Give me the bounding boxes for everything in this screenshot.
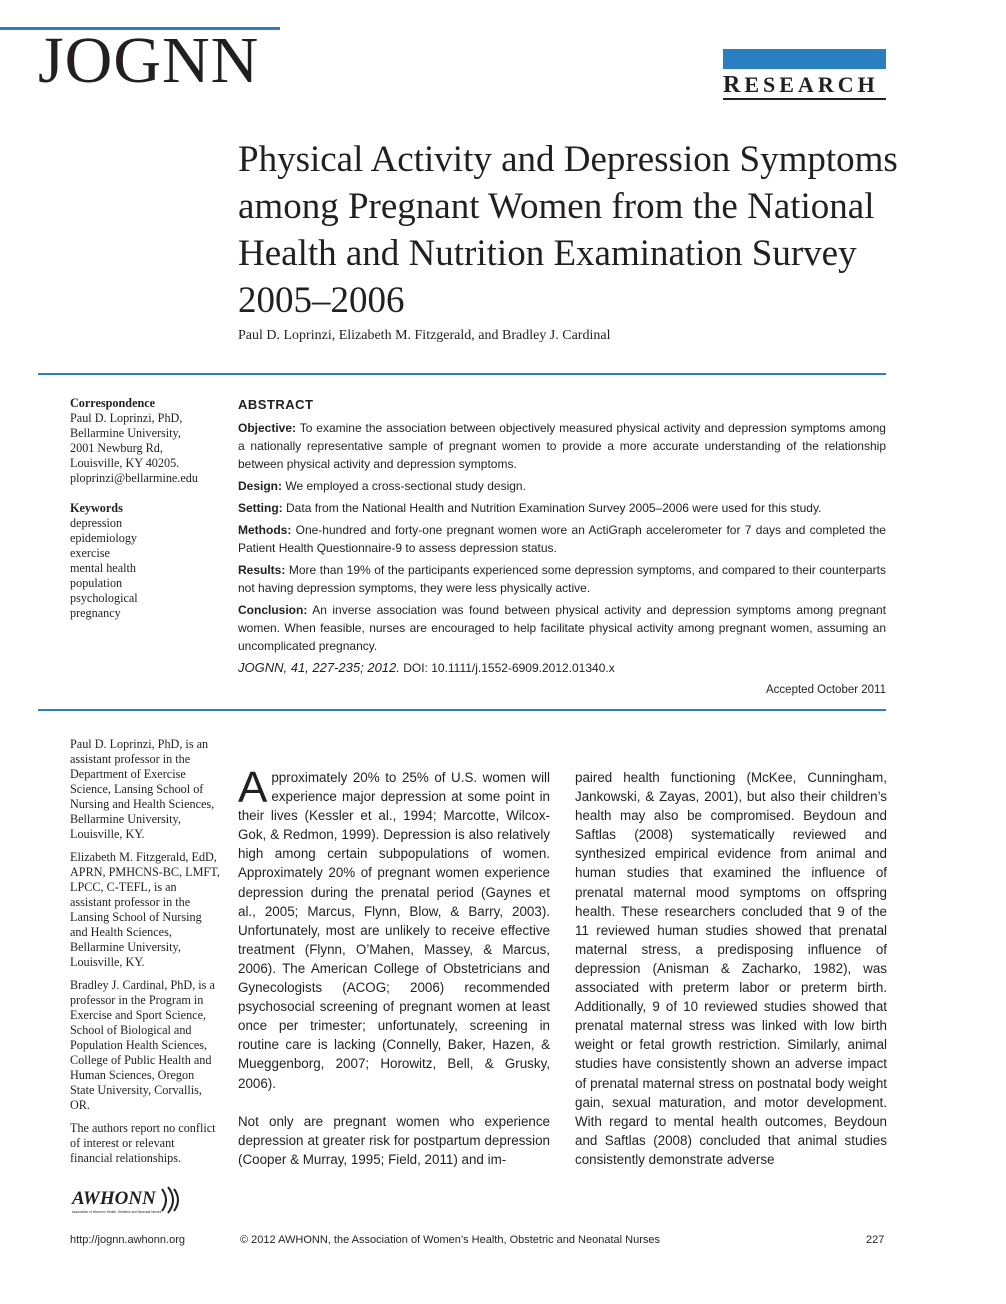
body-paragraph: paired health functioning (McKee, Cunningham, Jankowski, & Zayas, 2001), but also their children’s health may also be compromised. Beydoun and Saftlas (2008) systematically reviewed and synthesized empirical evidence from animal and human studies that examined the influence of prenatal maternal mood symptoms on offspring health. These researchers concluded that 9 of the 11 reviewed human studies showed that prenatal maternal stress, a predisposing influence of depression (Anisman & Zacharko, 1982), was associated with preterm labor or preterm birth. Additionally, 9 of 10 reviewed studies showed that prenatal maternal stress was linked with low birth weight or fetal growth restriction. Similarly, animal studies have consistently shown an adverse impact of prenatal maternal stress on postnatal body weight gain, sexual maturation, and motor development. With regard to mental health outcomes, Beydoun and Saftlas (2008) concluded that animal studies consistently demonstrate adverse [575, 770, 887, 1167]
correspondence-heading: Correspondence [70, 396, 156, 410]
logo-tagline: Association of Women's Health, Obstetric and Neonatal Nurses [72, 1210, 162, 1214]
abstract-conclusion [238, 601, 886, 655]
body-column-1 [238, 763, 550, 1188]
keyword: epidemiology [70, 531, 138, 545]
citation-doi: DOI: 10.1111/j.1552-6909.2012.01340.x [403, 661, 615, 675]
logo-wordmark: AWHONN [72, 1188, 156, 1209]
keyword: pregnancy [70, 606, 121, 620]
body-column-2 [575, 768, 887, 1188]
abstract-methods [238, 521, 886, 557]
journal-name: JOGNN [38, 24, 260, 97]
awhonn-logo [70, 1186, 182, 1218]
bio-loprinzi: Paul D. Loprinzi, PhD, is an assistant professor in the Department of Exercise Science, Lansing School of Nursing and Health Sciences, Bellarmine University, Louisville, KY. [70, 737, 215, 841]
citation [238, 659, 886, 677]
footer-copyright: © 2012 AWHONN, the Association of Women’s Health, Obstetric and Neonatal Nurses [240, 1234, 660, 1246]
keyword: depression [70, 516, 123, 530]
correspondence-line: 2001 Newburg Rd, [70, 441, 163, 455]
bio-fitzgerald: Elizabeth M. Fitzgerald, EdD, APRN, PMHCNS-BC, LMFT, LPCC, C-TEFL, is an assistant professor in the Lansing School of Nursing and Health Sciences, Bellarmine University, Louisville, KY. [70, 850, 220, 969]
design-label: Design: [238, 479, 283, 493]
setting-label: Setting: [238, 501, 283, 515]
section-rule [723, 98, 886, 100]
drop-cap: A [238, 763, 268, 812]
divider-top [38, 373, 886, 375]
correspondence-line: Bellarmine University, [70, 426, 181, 440]
abstract-design [238, 477, 886, 495]
logo-arcs-icon [162, 1187, 178, 1213]
abstract-setting [238, 499, 886, 517]
article-authors: Paul D. Loprinzi, Elizabeth M. Fitzgerald, and Bradley J. Cardinal [238, 328, 611, 343]
conclusion-text: An inverse association was found between physical activity and depression symptoms among pregnant women. When feasible, nurses are encouraged to help facilitate physical activity among pregnant women, assuming an uncomplicated pregnancy. [238, 603, 887, 653]
results-label: Results: [238, 563, 286, 577]
keywords-heading: Keywords [70, 501, 123, 515]
footer-url[interactable]: http://jognn.awhonn.org [70, 1234, 185, 1246]
body-paragraph: Not only are pregnant women who experience depression at greater risk for postpartum depression (Cooper & Murray, 1995; Field, 2011) and im- [238, 1113, 550, 1167]
section-bar [723, 49, 886, 69]
objective-label: Objective: [238, 421, 297, 435]
abstract [238, 396, 886, 699]
page-number: 227 [866, 1234, 885, 1246]
abstract-objective [238, 419, 886, 473]
keyword: mental health [70, 561, 136, 575]
bio-cardinal: Bradley J. Cardinal, PhD, is a professor in the Program in Exercise and Sport Science, School of Biological and Population Health Sciences, College of Public Health and Human Sciences, Oregon State University, Corvallis, OR. [70, 978, 215, 1112]
section-label [723, 72, 886, 98]
section-label-rest: ESEARCH [744, 72, 879, 97]
conflict-statement: The authors report no conflict of interest or relevant financial relationships. [70, 1121, 216, 1165]
keyword: psychological [70, 591, 138, 605]
correspondence-line: Paul D. Loprinzi, PhD, [70, 411, 183, 425]
abstract-results [238, 561, 886, 597]
keywords [70, 501, 220, 621]
methods-label: Methods: [238, 523, 292, 537]
setting-text: Data from the National Health and Nutrition Examination Survey 2005–2006 were used for this study. [286, 501, 822, 515]
citation-journal: JOGNN, 41, 227-235; 2012. [238, 660, 400, 675]
correspondence-email: ploprinzi@bellarmine.edu [70, 471, 198, 485]
body-paragraph [238, 763, 550, 1093]
correspondence-line: Louisville, KY 40205. [70, 456, 180, 470]
objective-text: To examine the association between objectively measured physical activity and depression symptoms among a nationally representative sample of pregnant women to provide a more accurate understanding of the relationship between physical activity and depression symptoms. [238, 421, 886, 471]
abstract-heading: ABSTRACT [238, 397, 314, 412]
author-bios [70, 737, 220, 1174]
divider-bottom [38, 709, 886, 711]
conclusion-label: Conclusion: [238, 603, 308, 617]
methods-text: One-hundred and forty-one pregnant women wore an ActiGraph accelerometer for 7 days and completed the Patient Health Questionnaire-9 to assess depression status. [238, 523, 886, 555]
design-text: We employed a cross-sectional study design. [285, 479, 526, 493]
accepted-date: Accepted October 2011 [766, 684, 886, 696]
correspondence [70, 396, 220, 486]
section-label-initial: R [723, 72, 745, 98]
body-paragraph-text: pproximately 20% to 25% of U.S. women will experience major depression at some point in their lives (Kessler et al., 1994; Marcotte, Wilcox-Gok, & Redmon, 1999). Depression is also relatively high among certain subpopulations of women. Approximately 20% of pregnant women experience depression during the prenatal period (Gaynes et al., 2005; Marcus, Flynn, Blow, & Barry, 2003). Unfortunately, most are unlikely to receive effective treatment (Flynn, O’Mahen, Massey, & Marcus, 2006). The American College of Obstetricians and Gynecologists (ACOG; 2006) recommended psychosocial screening of pregnant women at least once per trimester; unfortunately, screening in routine care is lacking (Connelly, Baker, Hazen, & Mueggenborg, 2007; Horowitz, Bell, & Grusky, 2006). [238, 770, 550, 1091]
article-title: Physical Activity and Depression Symptoms among Pregnant Women from the National Health and Nutrition Examination Survey 2005–2006 [238, 139, 898, 321]
keyword: exercise [70, 546, 110, 560]
results-text: More than 19% of the participants experienced some depression symptoms, and compared to their counterparts not having depression symptoms, they were less physically active. [238, 563, 886, 595]
keyword: population [70, 576, 123, 590]
